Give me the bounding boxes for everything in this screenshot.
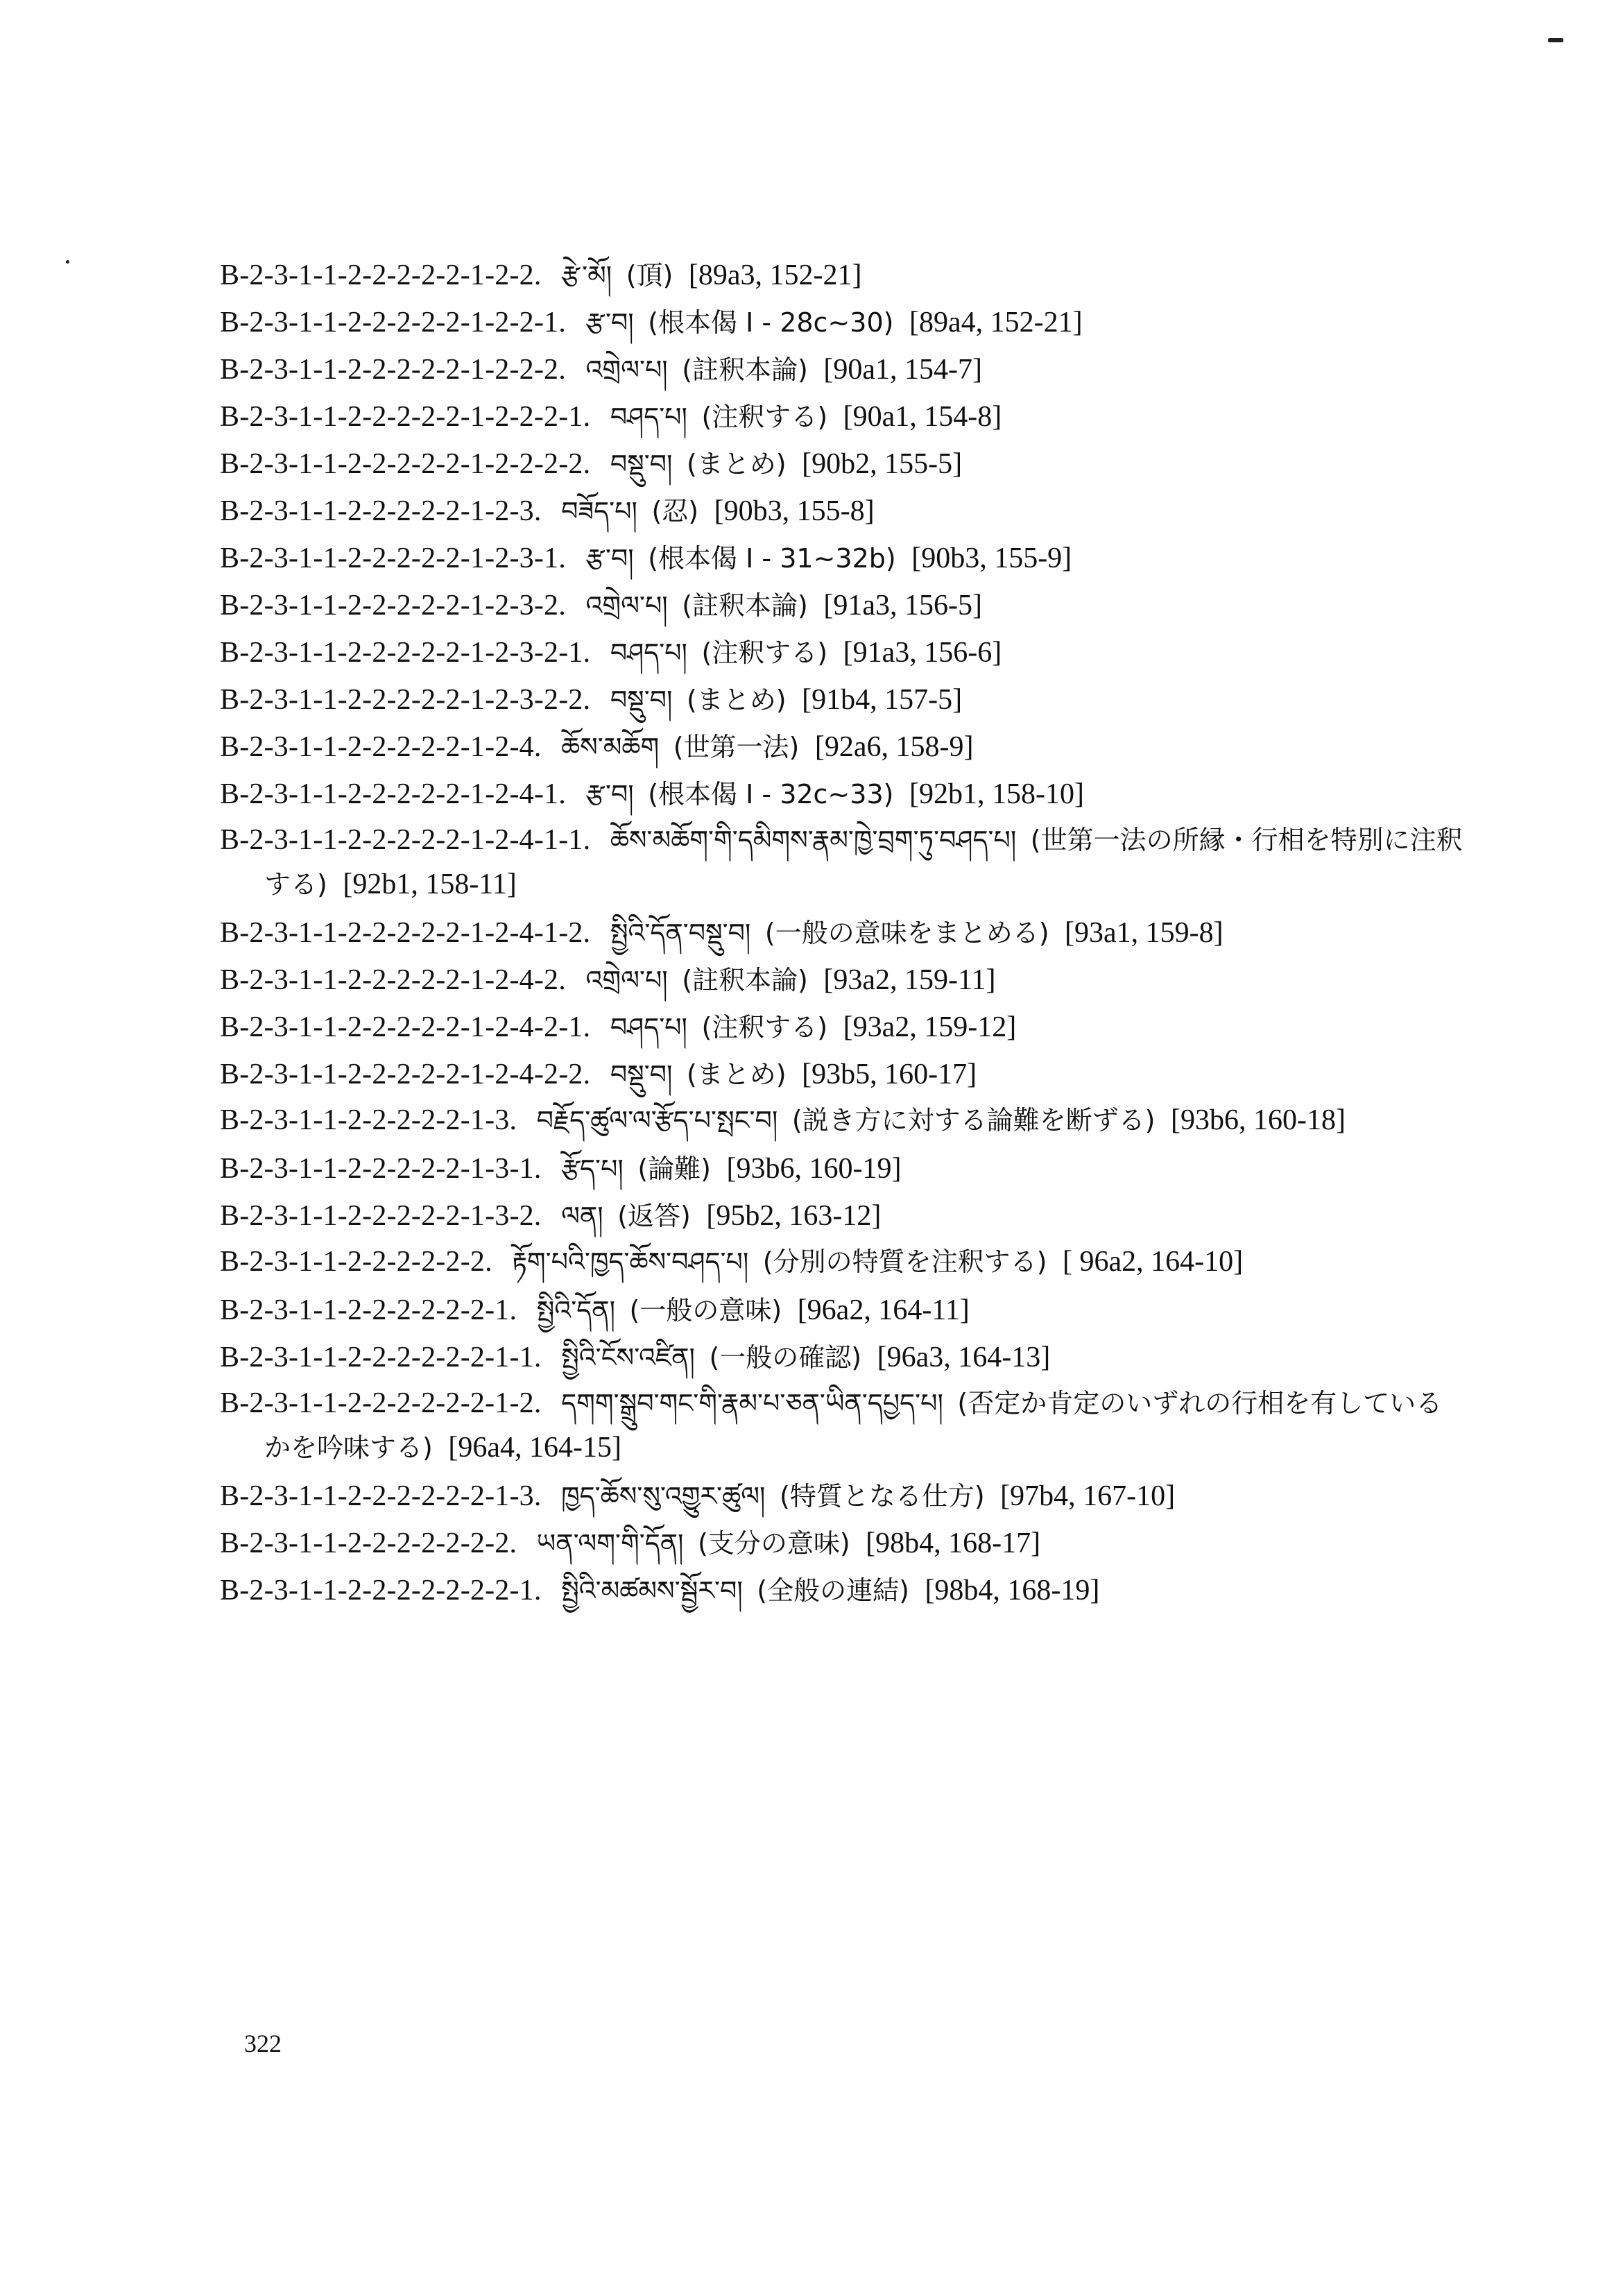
toc-entry — [220, 818, 1468, 907]
page-reference: [90b3, 155-9] — [911, 542, 1072, 574]
japanese-heading: (忍) — [651, 496, 699, 526]
entry-number: B-2-3-1-1-2-2-2-2-2-1-2-3-2. — [220, 590, 566, 622]
toc-entry — [220, 909, 1468, 957]
toc-entry — [220, 1240, 1468, 1284]
japanese-heading: (論難) — [637, 1154, 711, 1184]
tibetan-heading: དགག་སྒྲུབ་གང་གི་རྣམ་པ་ཅན་ཡིན་དཔྱད་པ། — [561, 1388, 943, 1419]
japanese-heading: (頂) — [626, 260, 673, 291]
page-reference: [ 96a2, 164-10] — [1062, 1246, 1244, 1278]
tibetan-heading: སྤྱིའི་ངོས་འཛིན། — [561, 1342, 695, 1373]
scan-speck — [1548, 38, 1563, 42]
japanese-heading: (一般の意味) — [629, 1295, 782, 1326]
page-reference: [91a3, 156-6] — [843, 637, 1002, 669]
tibetan-heading: བཤད་པ། — [610, 1012, 687, 1043]
entry-number: B-2-3-1-1-2-2-2-2-2-2. — [220, 1246, 492, 1278]
japanese-heading: (否定か肯定のいずれの行相を有しているかを吟味する) — [264, 1388, 1443, 1463]
entry-number: B-2-3-1-1-2-2-2-2-2-1-3. — [220, 1104, 517, 1136]
page-reference: [93b5, 160-17] — [802, 1059, 977, 1090]
japanese-heading: (まとめ) — [686, 1059, 787, 1090]
entry-number: B-2-3-1-1-2-2-2-2-2-1-2-2. — [220, 259, 542, 291]
table-of-contents — [220, 252, 1468, 1614]
page-reference: [92b1, 158-10] — [909, 778, 1084, 810]
japanese-heading: (世第一法の所縁・行相を特別に注釈する) — [264, 825, 1463, 900]
tibetan-heading: སྤྱིའི་མཚམས་སྦྱོར་བ། — [561, 1575, 743, 1606]
tibetan-heading: ལན། — [561, 1201, 603, 1231]
toc-entry — [220, 1473, 1468, 1520]
page-reference: [98b4, 168-17] — [866, 1527, 1041, 1559]
entry-number: B-2-3-1-1-2-2-2-2-2-1-2-4-1. — [220, 778, 566, 810]
entry-number: B-2-3-1-1-2-2-2-2-2-1-3-2. — [220, 1200, 542, 1232]
tibetan-heading: སྤྱིའི་དོན། — [536, 1295, 616, 1326]
entry-number: B-2-3-1-1-2-2-2-2-2-1-2-4-2-2. — [220, 1059, 591, 1090]
japanese-heading: (根本偈 I - 31~32b) — [648, 543, 896, 574]
japanese-heading: (一般の意味をまとめる) — [764, 918, 1049, 948]
page-reference: [90b3, 155-8] — [714, 495, 875, 527]
japanese-heading: (全般の連結) — [757, 1575, 909, 1606]
entry-number: B-2-3-1-1-2-2-2-2-2-1-2-3-2-1. — [220, 637, 591, 669]
page-reference: [93b6, 160-19] — [726, 1153, 902, 1185]
page-reference: [93a2, 159-11] — [823, 964, 996, 996]
tibetan-heading: རྟོག་པའི་ཁྱད་ཆོས་བཤད་པ། — [512, 1246, 749, 1277]
toc-entry — [220, 1381, 1468, 1470]
toc-entry — [220, 393, 1468, 440]
tibetan-heading: རྩོད་པ། — [561, 1154, 624, 1184]
entry-number: B-2-3-1-1-2-2-2-2-2-2-1-1. — [220, 1342, 542, 1373]
page-reference: [93a2, 159-12] — [843, 1011, 1017, 1043]
tibetan-heading: རྩ་བ། — [585, 779, 634, 809]
page-reference: [90b2, 155-5] — [802, 448, 963, 480]
toc-entry — [220, 1004, 1468, 1051]
entry-number: B-2-3-1-1-2-2-2-2-2-1-2-3. — [220, 495, 542, 527]
entry-number: B-2-3-1-1-2-2-2-2-2-2-1. — [220, 1294, 517, 1326]
entry-number: B-2-3-1-1-2-2-2-2-2-1-2-4-2-1. — [220, 1011, 591, 1043]
japanese-heading: (註釈本論) — [682, 965, 808, 995]
toc-entry — [220, 440, 1468, 488]
toc-entry — [220, 1287, 1468, 1334]
page-reference: [92b1, 158-11] — [343, 868, 517, 900]
toc-entry — [220, 771, 1468, 818]
page-number: 322 — [244, 2030, 282, 2057]
page-reference: [91a3, 156-5] — [823, 590, 982, 622]
toc-entry — [220, 1098, 1468, 1142]
page-reference: [89a4, 152-21] — [909, 307, 1083, 339]
japanese-heading: (註釈本論) — [682, 354, 808, 385]
entry-number: B-2-3-1-1-2-2-2-2-2-2-2. — [220, 1527, 517, 1559]
japanese-heading: (註釈本論) — [682, 590, 808, 621]
page-reference: [91b4, 157-5] — [802, 684, 963, 716]
toc-entry — [220, 957, 1468, 1004]
entry-number: B-2-3-1-1-2-2-2-2-2-2-1-2. — [220, 1387, 542, 1419]
tibetan-heading: བསྡུ་བ། — [610, 1059, 673, 1090]
entry-number: B-2-3-1-1-2-2-2-2-2-1-3-1. — [220, 1153, 542, 1185]
page-reference: [95b2, 163-12] — [706, 1200, 882, 1232]
toc-entry — [220, 676, 1468, 723]
japanese-heading: (説き方に対する論難を断ずる) — [791, 1105, 1156, 1136]
page-reference: [96a2, 164-11] — [797, 1294, 970, 1326]
entry-number: B-2-3-1-1-2-2-2-2-2-1-2-3-2-2. — [220, 684, 591, 716]
page-reference: [98b4, 168-19] — [925, 1575, 1100, 1607]
tibetan-heading: རྩེ་མོ། — [561, 260, 612, 291]
toc-entry — [220, 346, 1468, 393]
toc-entry — [220, 1145, 1468, 1192]
japanese-heading: (注釈する) — [701, 1012, 828, 1043]
japanese-heading: (一般の確認) — [709, 1342, 862, 1373]
toc-entry — [220, 723, 1468, 771]
tibetan-heading: རྩ་བ། — [585, 307, 634, 338]
entry-number: B-2-3-1-1-2-2-2-2-2-1-2-2-2. — [220, 354, 566, 386]
page-reference: [89a3, 152-21] — [688, 259, 862, 291]
scan-speck — [66, 260, 69, 264]
tibetan-heading: ཡན་ལག་གི་དོན། — [536, 1528, 684, 1559]
tibetan-heading: ཆོས་མཆོག — [561, 732, 660, 762]
tibetan-heading: འགྲེལ་པ། — [585, 965, 668, 995]
japanese-heading: (注釈する) — [701, 637, 828, 668]
toc-entry — [220, 488, 1468, 535]
tibetan-heading: ཆོས་མཆོག་གི་དམིགས་རྣམ་ཁྱེ་བྲག་ཏུ་བཤད་པ། — [610, 825, 1017, 855]
page-reference: [96a4, 164-15] — [448, 1432, 621, 1464]
tibetan-heading: འགྲེལ་པ། — [585, 354, 668, 385]
page-reference: [96a3, 164-13] — [877, 1342, 1051, 1373]
toc-entry — [220, 582, 1468, 629]
toc-entry — [220, 1192, 1468, 1240]
entry-number: B-2-3-1-1-2-2-2-2-2-1-2-4. — [220, 731, 542, 763]
entry-number: B-2-3-1-1-2-2-2-2-2-1-2-4-2. — [220, 964, 566, 996]
page-reference: [93a1, 159-8] — [1065, 917, 1223, 949]
toc-entry — [220, 1051, 1468, 1098]
toc-entry — [220, 1567, 1468, 1614]
entry-number: B-2-3-1-1-2-2-2-2-2-1-2-4-1-1. — [220, 824, 591, 856]
entry-number: B-2-3-1-1-2-2-2-2-2-1-2-2-1. — [220, 307, 566, 339]
page-reference: [93b6, 160-18] — [1171, 1104, 1346, 1136]
japanese-heading: (まとめ) — [686, 449, 787, 479]
japanese-heading: (特質となる仕方) — [780, 1481, 985, 1511]
tibetan-heading: སྤྱིའི་དོན་བསྡུ་བ། — [610, 918, 751, 948]
entry-number: B-2-3-1-1-2-2-2-2-2-1-2-3-1. — [220, 542, 566, 574]
page-reference: [90a1, 154-8] — [843, 401, 1002, 433]
toc-entry — [220, 252, 1468, 299]
tibetan-heading: ཁྱད་ཆོས་སུ་འགྱུར་ཚུལ། — [561, 1481, 766, 1511]
tibetan-heading: བསྡུ་བ། — [610, 685, 673, 715]
japanese-heading: (根本偈 I - 28c~30) — [648, 307, 894, 338]
entry-number: B-2-3-1-1-2-2-2-2-2-1-2-2-2-1. — [220, 401, 591, 433]
toc-entry — [220, 1520, 1468, 1567]
entry-number: B-2-3-1-1-2-2-2-2-2-1-2-2-2-2. — [220, 448, 591, 480]
japanese-heading: (まとめ) — [686, 685, 787, 715]
japanese-heading: (支分の意味) — [698, 1528, 850, 1559]
entry-number: B-2-3-1-1-2-2-2-2-2-2-1-3. — [220, 1480, 542, 1512]
tibetan-heading: བསྡུ་བ། — [610, 449, 673, 479]
entry-number: B-2-3-1-1-2-2-2-2-2-2-2-1. — [220, 1575, 542, 1607]
toc-entry — [220, 1334, 1468, 1381]
tibetan-heading: བཟོད་པ། — [561, 496, 637, 526]
toc-entry — [220, 535, 1468, 582]
tibetan-heading: བརྗོད་ཚུལ་ལ་རྩོད་པ་སྤང་བ། — [536, 1105, 778, 1136]
japanese-heading: (分別の特質を注釈する) — [762, 1246, 1047, 1277]
entry-number: B-2-3-1-1-2-2-2-2-2-1-2-4-1-2. — [220, 917, 591, 949]
toc-entry — [220, 629, 1468, 676]
page-reference: [97b4, 167-10] — [1000, 1480, 1176, 1512]
japanese-heading: (注釈する) — [701, 402, 828, 432]
tibetan-heading: འགྲེལ་པ། — [585, 590, 668, 621]
page-reference: [92a6, 158-9] — [814, 731, 974, 763]
japanese-heading: (世第一法) — [673, 732, 800, 762]
japanese-heading: (根本偈 I - 32c~33) — [648, 779, 894, 809]
tibetan-heading: བཤད་པ། — [610, 402, 687, 432]
page-reference: [90a1, 154-7] — [823, 354, 982, 386]
toc-entry — [220, 299, 1468, 346]
japanese-heading: (返答) — [617, 1201, 691, 1231]
tibetan-heading: རྩ་བ། — [585, 543, 634, 574]
tibetan-heading: བཤད་པ། — [610, 637, 687, 668]
